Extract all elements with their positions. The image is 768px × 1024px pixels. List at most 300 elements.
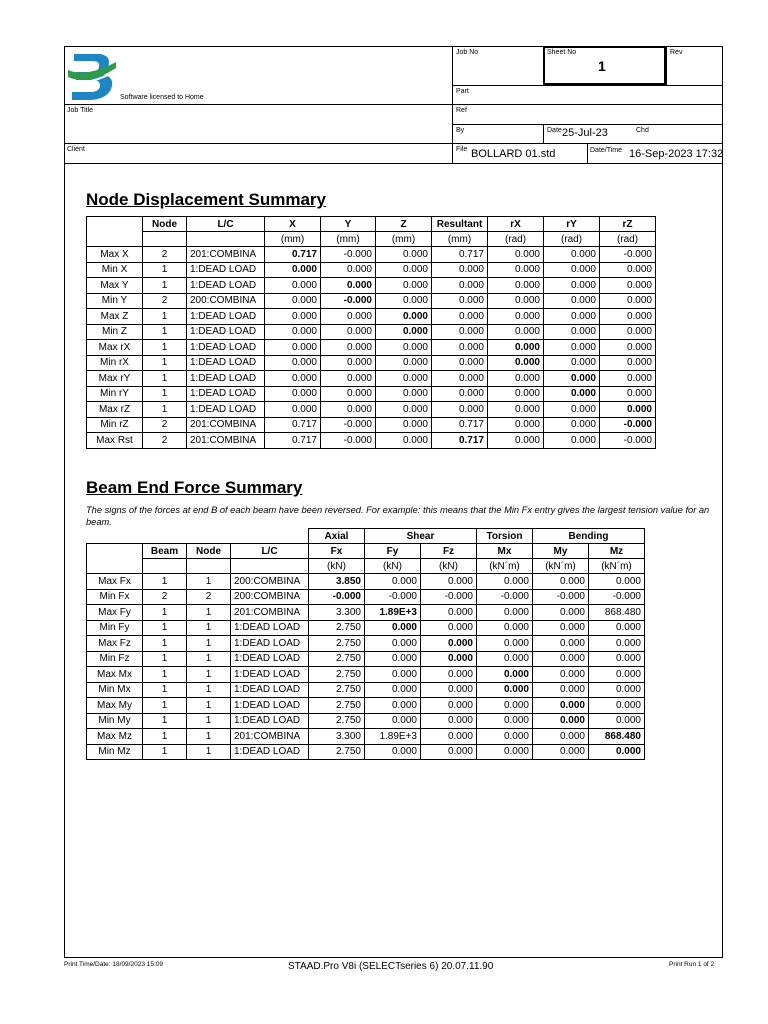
- node-header-resultant: Resultant: [432, 217, 488, 232]
- node-cell: -0.000: [321, 293, 376, 309]
- beam-cell: 2.750: [309, 698, 365, 714]
- node-cell: 0.000: [432, 340, 488, 356]
- beam-cell: 0.000: [365, 698, 421, 714]
- beam-cell: 1: [187, 667, 231, 683]
- beam-cell: 0.000: [421, 667, 477, 683]
- chd-label: Chd: [636, 127, 649, 134]
- beam-cell: 0.000: [421, 729, 477, 745]
- beam-cell: -0.000: [477, 589, 533, 605]
- header-vline-date: [543, 124, 544, 143]
- node-cell: 0.000: [321, 371, 376, 387]
- beam-cell: 1.89E+3: [365, 605, 421, 621]
- node-cell: 0.000: [265, 309, 321, 325]
- beam-row: [87, 713, 645, 729]
- node-header-rz: rZ: [600, 217, 656, 232]
- node-cell: 0.000: [544, 386, 600, 402]
- node-cell: 0.000: [488, 324, 544, 340]
- node-cell: 0.000: [600, 309, 656, 325]
- beam-units-blank: [143, 559, 187, 574]
- beam-cell: 0.000: [365, 682, 421, 698]
- beam-cell: 0.000: [589, 574, 645, 590]
- beam-cell: 1: [187, 651, 231, 667]
- beam-cell: 2.750: [309, 636, 365, 652]
- node-cell: 0.000: [432, 402, 488, 418]
- node-cell: 0.000: [321, 278, 376, 294]
- beam-header-my: My: [533, 544, 589, 559]
- beam-unit: (kN): [365, 559, 421, 574]
- beam-cell: 0.000: [421, 713, 477, 729]
- beam-units-blank: [187, 559, 231, 574]
- node-header-y: Y: [321, 217, 376, 232]
- beam-cell: 1:DEAD LOAD: [231, 713, 309, 729]
- beam-cell: 868.480: [589, 729, 645, 745]
- beam-cell: 0.000: [477, 605, 533, 621]
- node-cell: 0.000: [432, 355, 488, 371]
- node-cell: 0.000: [544, 309, 600, 325]
- header-vline-main: [452, 46, 453, 163]
- beam-cell: 0.000: [421, 620, 477, 636]
- beam-cell: 0.000: [365, 636, 421, 652]
- beam-cell: 1: [143, 729, 187, 745]
- beam-cell: 201:COMBINA: [231, 605, 309, 621]
- node-cell: 0.000: [488, 433, 544, 449]
- node-cell: 0.000: [376, 340, 432, 356]
- node-row: [87, 324, 656, 340]
- beam-cell: 0.000: [421, 636, 477, 652]
- beam-cell: -0.000: [421, 589, 477, 605]
- beam-cell: 1: [143, 636, 187, 652]
- beam-header-blank: [87, 544, 143, 574]
- node-units-blank: [143, 232, 187, 247]
- beam-cell: 0.000: [421, 744, 477, 760]
- node-cell: 0.000: [265, 262, 321, 278]
- node-cell: 201:COMBINA: [187, 247, 265, 263]
- node-row-label: Max rZ: [87, 402, 143, 418]
- beam-group-row: [87, 529, 645, 544]
- node-unit: (mm): [432, 232, 488, 247]
- node-cell: 2: [143, 433, 187, 449]
- node-row-label: Max Y: [87, 278, 143, 294]
- beam-units-row: [87, 559, 645, 574]
- node-cell: 2: [143, 247, 187, 263]
- node-cell: 0.000: [376, 324, 432, 340]
- beam-cell: 200:COMBINA: [231, 574, 309, 590]
- beam-cell: 2: [187, 589, 231, 605]
- beam-cell: 1:DEAD LOAD: [231, 651, 309, 667]
- beam-cell: 0.000: [533, 729, 589, 745]
- node-cell: 0.000: [432, 309, 488, 325]
- node-cell: 0.000: [321, 355, 376, 371]
- node-cell: 0.000: [488, 371, 544, 387]
- beam-cell: 1: [187, 698, 231, 714]
- node-cell: 0.000: [376, 247, 432, 263]
- node-row-label: Min rY: [87, 386, 143, 402]
- beam-cell: 0.000: [477, 651, 533, 667]
- beam-cell: 0.000: [477, 682, 533, 698]
- beam-cell: 2.750: [309, 744, 365, 760]
- header-line-5: [64, 163, 723, 164]
- beam-cell: 0.000: [477, 698, 533, 714]
- footer-print-run: Print Run 1 of 2: [669, 961, 715, 968]
- node-cell: 0.000: [376, 386, 432, 402]
- node-row-label: Min Z: [87, 324, 143, 340]
- node-cell: 1: [143, 324, 187, 340]
- node-cell: 0.000: [376, 293, 432, 309]
- node-row: [87, 278, 656, 294]
- node-summary-title: Node Displacement Summary: [86, 190, 326, 209]
- node-cell: 0.000: [376, 262, 432, 278]
- beam-cell: 0.000: [589, 682, 645, 698]
- node-cell: 0.000: [265, 355, 321, 371]
- node-cell: 201:COMBINA: [187, 433, 265, 449]
- node-cell: 0.000: [488, 293, 544, 309]
- beam-cell: 0.000: [589, 620, 645, 636]
- node-cell: 0.717: [432, 433, 488, 449]
- beam-group-torsion: Torsion: [477, 529, 533, 544]
- beam-cell: 2.750: [309, 620, 365, 636]
- node-cell: 1:DEAD LOAD: [187, 402, 265, 418]
- node-cell: 0.000: [544, 340, 600, 356]
- part-label: Part: [456, 88, 469, 95]
- client-label: Client: [67, 146, 85, 153]
- beam-unit: (kN): [309, 559, 365, 574]
- beam-cell: 1:DEAD LOAD: [231, 620, 309, 636]
- node-cell: 0.000: [376, 417, 432, 433]
- header-line-2: [64, 104, 723, 105]
- node-cell: 0.000: [544, 433, 600, 449]
- beam-cell: -0.000: [309, 589, 365, 605]
- beam-cell: 1: [187, 744, 231, 760]
- node-cell: 1: [143, 262, 187, 278]
- beam-row: [87, 636, 645, 652]
- job-title-label: Job Title: [67, 107, 94, 114]
- node-cell: 1:DEAD LOAD: [187, 262, 265, 278]
- node-row: [87, 262, 656, 278]
- node-cell: 0.000: [376, 371, 432, 387]
- beam-cell: 2.750: [309, 651, 365, 667]
- page-frame: [64, 46, 723, 958]
- node-cell: 0.000: [544, 324, 600, 340]
- node-row-label: Min rZ: [87, 417, 143, 433]
- node-cell: 0.000: [321, 324, 376, 340]
- node-header-z: Z: [376, 217, 432, 232]
- datetime-value: 16-Sep-2023 17:32: [629, 148, 724, 160]
- node-row: [87, 247, 656, 263]
- beam-header-fz: Fz: [421, 544, 477, 559]
- node-cell: 0.000: [321, 262, 376, 278]
- beam-cell: -0.000: [533, 589, 589, 605]
- file-label: File: [456, 146, 468, 153]
- beam-cell: 0.000: [533, 698, 589, 714]
- node-cell: 0.000: [265, 402, 321, 418]
- beam-unit: (kN´m): [477, 559, 533, 574]
- beam-row-label: Min Mx: [87, 682, 143, 698]
- beam-row: [87, 620, 645, 636]
- company-logo: [66, 50, 118, 102]
- node-cell: 0.000: [432, 293, 488, 309]
- node-cell: 0.000: [488, 278, 544, 294]
- beam-cell: 0.000: [421, 682, 477, 698]
- node-row: [87, 309, 656, 325]
- beam-cell: -0.000: [365, 589, 421, 605]
- node-cell: 0.000: [265, 278, 321, 294]
- datetime-label: Date/Time: [590, 147, 623, 154]
- node-row-label: Max rX: [87, 340, 143, 356]
- beam-cell: 0.000: [365, 667, 421, 683]
- node-cell: 0.000: [376, 309, 432, 325]
- beam-cell: 0.000: [589, 651, 645, 667]
- beam-cell: 0.000: [589, 667, 645, 683]
- beam-cell: 0.000: [533, 620, 589, 636]
- node-row: [87, 355, 656, 371]
- node-header-rx: rX: [488, 217, 544, 232]
- beam-header-beam: Beam: [143, 544, 187, 559]
- beam-cell: 2.750: [309, 682, 365, 698]
- beam-cell: 1: [143, 698, 187, 714]
- node-row: [87, 386, 656, 402]
- beam-cell: 1: [143, 667, 187, 683]
- node-cell: 2: [143, 417, 187, 433]
- node-cell: 0.000: [432, 278, 488, 294]
- beam-unit: (kN): [421, 559, 477, 574]
- ref-label: Ref: [456, 107, 467, 114]
- node-cell: 0.000: [600, 402, 656, 418]
- node-cell: 0.000: [600, 371, 656, 387]
- footer-program: STAAD.Pro V8i (SELECTseries 6) 20.07.11.90: [288, 961, 494, 972]
- sheet-no-value: 1: [598, 58, 606, 74]
- date-value: 25-Jul-23: [562, 127, 608, 139]
- beam-cell: 2: [143, 589, 187, 605]
- node-cell: 0.000: [600, 355, 656, 371]
- beam-units-blank: [231, 559, 309, 574]
- beam-cell: 2.750: [309, 713, 365, 729]
- node-cell: 1: [143, 402, 187, 418]
- node-cell: 1: [143, 371, 187, 387]
- beam-group-shear: Shear: [365, 529, 477, 544]
- node-cell: 1: [143, 355, 187, 371]
- beam-cell: 0.000: [533, 574, 589, 590]
- node-cell: 0.717: [265, 247, 321, 263]
- node-cell: 0.000: [544, 355, 600, 371]
- beam-cell: 0.000: [533, 605, 589, 621]
- header-vline-datetime: [587, 143, 588, 163]
- node-cell: 0.000: [265, 386, 321, 402]
- beam-cell: -0.000: [589, 589, 645, 605]
- beam-row-label: Max Fy: [87, 605, 143, 621]
- node-cell: 0.000: [544, 293, 600, 309]
- date-label: Date: [547, 127, 562, 134]
- beam-cell: 0.000: [365, 620, 421, 636]
- beam-cell: 0.000: [533, 667, 589, 683]
- rev-label: Rev: [670, 49, 683, 56]
- beam-row: [87, 651, 645, 667]
- node-cell: -0.000: [321, 247, 376, 263]
- beam-row-label: Max My: [87, 698, 143, 714]
- beam-cell: 0.000: [365, 651, 421, 667]
- header-line-1: [452, 85, 723, 86]
- node-cell: 0.000: [544, 417, 600, 433]
- beam-row-label: Max Fz: [87, 636, 143, 652]
- node-cell: 0.000: [600, 340, 656, 356]
- node-cell: -0.000: [600, 247, 656, 263]
- node-cell: 0.717: [432, 247, 488, 263]
- node-cell: 0.000: [488, 309, 544, 325]
- node-row-label: Min X: [87, 262, 143, 278]
- beam-cell: 0.000: [421, 698, 477, 714]
- node-cell: 201:COMBINA: [187, 417, 265, 433]
- beam-cell: 3.300: [309, 729, 365, 745]
- node-cell: 0.000: [488, 247, 544, 263]
- node-cell: 0.000: [321, 340, 376, 356]
- node-cell: 0.717: [265, 417, 321, 433]
- beam-row-label: Max Mz: [87, 729, 143, 745]
- node-row: [87, 340, 656, 356]
- beam-cell: 1: [143, 605, 187, 621]
- beam-row-label: Min Fx: [87, 589, 143, 605]
- node-cell: 0.000: [321, 309, 376, 325]
- beam-row-label: Min Fy: [87, 620, 143, 636]
- beam-cell: 3.300: [309, 605, 365, 621]
- node-cell: 200:COMBINA: [187, 293, 265, 309]
- beam-cell: 1:DEAD LOAD: [231, 682, 309, 698]
- node-cell: 1: [143, 386, 187, 402]
- beam-cell: 1: [187, 729, 231, 745]
- beam-row: [87, 605, 645, 621]
- beam-row-label: Min Mz: [87, 744, 143, 760]
- beam-row: [87, 682, 645, 698]
- job-no-label: Job No: [456, 49, 479, 56]
- node-unit: (rad): [544, 232, 600, 247]
- beam-cell: 1: [143, 744, 187, 760]
- beam-cell: 1:DEAD LOAD: [231, 667, 309, 683]
- beam-header-mx: Mx: [477, 544, 533, 559]
- node-cell: 0.000: [376, 278, 432, 294]
- beam-summary-note: The signs of the forces at end B of each beam have been reversed. For example: this means that the Min Fx entry gives the largest tension value for an beam.: [86, 505, 710, 527]
- beam-header-mz: Mz: [589, 544, 645, 559]
- node-cell: 1:DEAD LOAD: [187, 355, 265, 371]
- beam-group-blank: [87, 529, 309, 544]
- node-cell: 0.000: [544, 262, 600, 278]
- node-cell: 0.000: [488, 262, 544, 278]
- node-cell: 0.000: [265, 293, 321, 309]
- beam-cell: 1:DEAD LOAD: [231, 698, 309, 714]
- beam-row-label: Max Fx: [87, 574, 143, 590]
- node-header-node: Node: [143, 217, 187, 232]
- node-cell: 0.000: [432, 324, 488, 340]
- licensed-text: Software licensed to Home: [120, 94, 204, 101]
- node-row: [87, 371, 656, 387]
- node-units-row: [87, 232, 656, 247]
- beam-row-label: Max Mx: [87, 667, 143, 683]
- node-row: [87, 417, 656, 433]
- node-row-label: Max X: [87, 247, 143, 263]
- node-cell: 1:DEAD LOAD: [187, 309, 265, 325]
- beam-cell: 1:DEAD LOAD: [231, 744, 309, 760]
- node-cell: 0.000: [544, 247, 600, 263]
- node-header-ry: rY: [544, 217, 600, 232]
- node-row-label: Min rX: [87, 355, 143, 371]
- node-cell: 0.717: [265, 433, 321, 449]
- beam-cell: 1: [187, 605, 231, 621]
- beam-cell: 0.000: [365, 713, 421, 729]
- node-cell: 2: [143, 293, 187, 309]
- beam-cell: 0.000: [589, 713, 645, 729]
- beam-row: [87, 744, 645, 760]
- beam-header-lc: L/C: [231, 544, 309, 559]
- node-cell: 0.000: [265, 324, 321, 340]
- node-units-blank: [187, 232, 265, 247]
- beam-header-fy: Fy: [365, 544, 421, 559]
- beam-cell: 0.000: [421, 574, 477, 590]
- beam-cell: 0.000: [477, 729, 533, 745]
- beam-cell: 1: [187, 636, 231, 652]
- beam-row: [87, 667, 645, 683]
- node-cell: 0.000: [265, 371, 321, 387]
- beam-header-fx: Fx: [309, 544, 365, 559]
- beam-cell: 201:COMBINA: [231, 729, 309, 745]
- node-header-x: X: [265, 217, 321, 232]
- node-cell: 0.000: [321, 402, 376, 418]
- node-header-row: [87, 217, 656, 232]
- beam-cell: 1:DEAD LOAD: [231, 636, 309, 652]
- beam-group-bending: Bending: [533, 529, 645, 544]
- beam-end-force-table: [86, 528, 645, 760]
- beam-cell: 1: [143, 682, 187, 698]
- node-cell: 0.000: [600, 324, 656, 340]
- node-header-lc: L/C: [187, 217, 265, 232]
- node-row: [87, 293, 656, 309]
- node-header-blank: [87, 217, 143, 247]
- file-value: BOLLARD 01.std: [471, 148, 556, 160]
- node-unit: (mm): [265, 232, 321, 247]
- node-cell: 1:DEAD LOAD: [187, 278, 265, 294]
- node-cell: 0.000: [432, 386, 488, 402]
- footer-print-time: Print Time/Date: 18/09/2023 15:09: [64, 961, 164, 968]
- beam-cell: 0.000: [365, 744, 421, 760]
- beam-cell: 1.89E+3: [365, 729, 421, 745]
- beam-cell: 0.000: [477, 636, 533, 652]
- beam-cell: 1: [143, 620, 187, 636]
- beam-cell: 0.000: [533, 636, 589, 652]
- node-cell: 0.000: [432, 371, 488, 387]
- beam-cell: 0.000: [365, 574, 421, 590]
- beam-cell: 0.000: [589, 698, 645, 714]
- node-cell: -0.000: [600, 417, 656, 433]
- beam-cell: 1: [187, 574, 231, 590]
- beam-header-row: [87, 544, 645, 559]
- node-cell: 0.000: [265, 340, 321, 356]
- beam-cell: 0.000: [533, 682, 589, 698]
- node-cell: -0.000: [321, 417, 376, 433]
- node-cell: 1: [143, 309, 187, 325]
- node-cell: 0.000: [488, 417, 544, 433]
- beam-header-node: Node: [187, 544, 231, 559]
- node-row-label: Max rY: [87, 371, 143, 387]
- node-cell: 0.000: [488, 386, 544, 402]
- sheet-no-label: Sheet No: [547, 49, 577, 56]
- beam-cell: 0.000: [421, 605, 477, 621]
- node-unit: (rad): [488, 232, 544, 247]
- node-cell: 1: [143, 340, 187, 356]
- beam-cell: 2.750: [309, 667, 365, 683]
- beam-cell: 0.000: [589, 744, 645, 760]
- node-cell: 0.000: [376, 433, 432, 449]
- node-cell: 1:DEAD LOAD: [187, 371, 265, 387]
- beam-cell: 868.480: [589, 605, 645, 621]
- node-cell: 0.000: [544, 371, 600, 387]
- beam-cell: 1: [187, 682, 231, 698]
- node-unit: (mm): [376, 232, 432, 247]
